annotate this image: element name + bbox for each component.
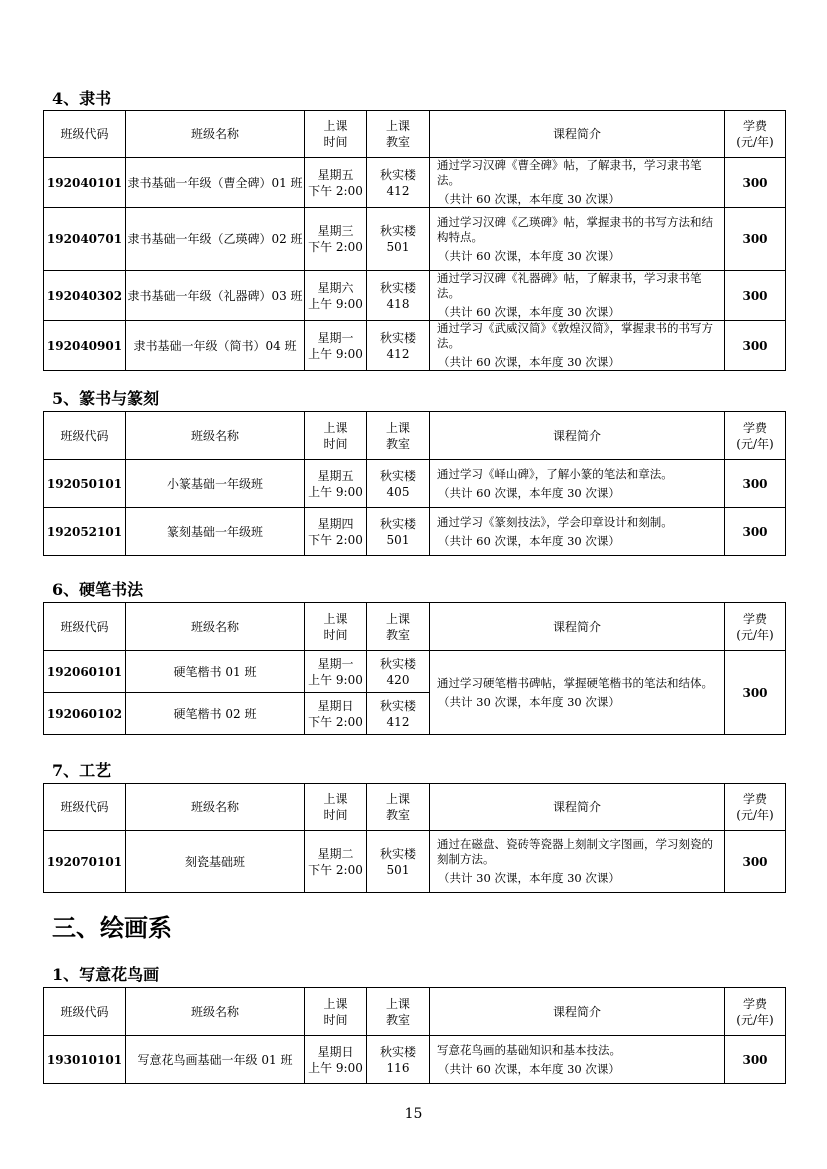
section-title-gongyi: 7、工艺 — [52, 761, 112, 780]
class-code: 192060102 — [44, 693, 126, 735]
class-name: 硬笔楷书 01 班 — [126, 651, 305, 693]
class-time: 星期五 下午 2:00 — [305, 158, 367, 208]
header-time: 上课 时间 — [305, 988, 367, 1036]
class-code: 193010101 — [44, 1036, 126, 1084]
class-desc: 写意花鸟画的基础知识和基本技法。 （共计 60 次课，本年度 30 次课） — [430, 1036, 725, 1084]
class-name: 硬笔楷书 02 班 — [126, 693, 305, 735]
class-time: 星期六 上午 9:00 — [305, 271, 367, 321]
header-room: 上课 教室 — [367, 111, 430, 158]
header-fee: 学费 (元/年) — [725, 603, 786, 651]
table-row — [44, 831, 786, 893]
class-time: 星期日 下午 2:00 — [305, 693, 367, 735]
header-code: 班级代码 — [44, 988, 126, 1036]
table-row — [44, 651, 786, 693]
class-time: 星期五 上午 9:00 — [305, 460, 367, 508]
class-desc: 通过学习硬笔楷书碑帖，掌握硬笔楷书的笔法和结体。 （共计 30 次课，本年度 30 次课） — [430, 651, 725, 735]
class-name: 隶书基础一年级（曹全碑）01 班 — [126, 158, 305, 208]
header-desc: 课程简介 — [430, 603, 725, 651]
class-room: 秋实楼 501 — [367, 831, 430, 893]
header-fee: 学费 (元/年) — [725, 412, 786, 460]
class-desc: 通过学习《武威汉简》《敦煌汉简》，掌握隶书的书写方法。 （共计 60 次课，本年度 30 次课） — [430, 321, 725, 371]
class-code: 192052101 — [44, 508, 126, 556]
class-code: 192040101 — [44, 158, 126, 208]
header-name: 班级名称 — [126, 111, 305, 158]
header-code: 班级代码 — [44, 111, 126, 158]
class-room: 秋实楼 501 — [367, 208, 430, 271]
class-time: 星期一 上午 9:00 — [305, 321, 367, 371]
class-room: 秋实楼 412 — [367, 321, 430, 371]
header-code: 班级代码 — [44, 784, 126, 831]
header-room: 上课 教室 — [367, 784, 430, 831]
class-desc: 通过学习汉碑《曹全碑》帖，了解隶书，学习隶书笔法。 （共计 60 次课，本年度 30 次课） — [430, 158, 725, 208]
class-name: 刻瓷基础班 — [126, 831, 305, 893]
class-fee: 300 — [725, 1036, 786, 1084]
class-time: 星期二 下午 2:00 — [305, 831, 367, 893]
part-heading: 三、绘画系 — [52, 913, 172, 942]
class-fee: 300 — [725, 321, 786, 371]
table-row — [44, 158, 786, 208]
table-row — [44, 271, 786, 321]
header-code: 班级代码 — [44, 603, 126, 651]
class-desc: 通过学习《篆刻技法》，学会印章设计和刻制。 （共计 60 次课，本年度 30 次课） — [430, 508, 725, 556]
header-fee: 学费 (元/年) — [725, 111, 786, 158]
header-desc: 课程简介 — [430, 412, 725, 460]
header-fee: 学费 (元/年) — [725, 784, 786, 831]
table-header-row — [44, 111, 786, 158]
class-room: 秋实楼 116 — [367, 1036, 430, 1084]
class-room: 秋实楼 501 — [367, 508, 430, 556]
table-row — [44, 508, 786, 556]
class-fee: 300 — [725, 158, 786, 208]
class-fee: 300 — [725, 651, 786, 735]
class-room: 秋实楼 405 — [367, 460, 430, 508]
class-fee: 300 — [725, 508, 786, 556]
course-table-yingbi — [43, 602, 786, 735]
page-number: 15 — [404, 1106, 423, 1122]
section-title-yingbi: 6、硬笔书法 — [52, 580, 144, 599]
class-desc: 通过学习汉碑《礼器碑》帖，了解隶书，学习隶书笔法。 （共计 60 次课，本年度 30 次课） — [430, 271, 725, 321]
header-name: 班级名称 — [126, 784, 305, 831]
class-desc: 通过在磁盘、瓷砖等瓷器上刻制文字图画，学习刻瓷的刻制方法。 （共计 30 次课，本年度 30 次课） — [430, 831, 725, 893]
section-title-zhuanshu: 5、篆书与篆刻 — [52, 389, 160, 408]
table-header-row — [44, 784, 786, 831]
header-time: 上课 时间 — [305, 412, 367, 460]
class-name: 篆刻基础一年级班 — [126, 508, 305, 556]
header-time: 上课 时间 — [305, 603, 367, 651]
class-time: 星期四 下午 2:00 — [305, 508, 367, 556]
table-row — [44, 321, 786, 371]
class-name: 隶书基础一年级（简书）04 班 — [126, 321, 305, 371]
class-code: 192040302 — [44, 271, 126, 321]
class-room: 秋实楼 412 — [367, 158, 430, 208]
header-desc: 课程简介 — [430, 784, 725, 831]
header-name: 班级名称 — [126, 603, 305, 651]
class-room: 秋实楼 412 — [367, 693, 430, 735]
class-name: 隶书基础一年级（礼器碑）03 班 — [126, 271, 305, 321]
class-code: 192070101 — [44, 831, 126, 893]
class-fee: 300 — [725, 460, 786, 508]
course-table-lishu — [43, 110, 786, 371]
course-table-gongyi — [43, 783, 786, 893]
class-time: 星期一 上午 9:00 — [305, 651, 367, 693]
class-room: 秋实楼 420 — [367, 651, 430, 693]
table-row — [44, 460, 786, 508]
class-name: 隶书基础一年级（乙瑛碑）02 班 — [126, 208, 305, 271]
class-desc: 通过学习汉碑《乙瑛碑》帖，掌握隶书的书写方法和结构特点。 （共计 60 次课，本年度 30 次课） — [430, 208, 725, 271]
class-code: 192040701 — [44, 208, 126, 271]
header-fee: 学费 (元/年) — [725, 988, 786, 1036]
course-table-zhuanshu — [43, 411, 786, 556]
header-code: 班级代码 — [44, 412, 126, 460]
class-room: 秋实楼 418 — [367, 271, 430, 321]
class-desc: 通过学习《峄山碑》，了解小篆的笔法和章法。 （共计 60 次课，本年度 30 次课） — [430, 460, 725, 508]
header-desc: 课程简介 — [430, 988, 725, 1036]
table-header-row — [44, 603, 786, 651]
header-time: 上课 时间 — [305, 111, 367, 158]
header-name: 班级名称 — [126, 412, 305, 460]
class-time: 星期日 上午 9:00 — [305, 1036, 367, 1084]
header-room: 上课 教室 — [367, 988, 430, 1036]
class-time: 星期三 下午 2:00 — [305, 208, 367, 271]
header-room: 上课 教室 — [367, 603, 430, 651]
table-header-row — [44, 412, 786, 460]
class-name: 写意花鸟画基础一年级 01 班 — [126, 1036, 305, 1084]
class-fee: 300 — [725, 271, 786, 321]
section-title-lishu: 4、隶书 — [52, 89, 112, 108]
course-table-huihua — [43, 987, 786, 1084]
class-code: 192040901 — [44, 321, 126, 371]
class-code: 192050101 — [44, 460, 126, 508]
header-name: 班级名称 — [126, 988, 305, 1036]
class-code: 192060101 — [44, 651, 126, 693]
header-room: 上课 教室 — [367, 412, 430, 460]
class-fee: 300 — [725, 208, 786, 271]
class-name: 小篆基础一年级班 — [126, 460, 305, 508]
header-time: 上课 时间 — [305, 784, 367, 831]
table-row — [44, 1036, 786, 1084]
section-title-huihua: 1、写意花鸟画 — [52, 965, 160, 984]
table-row — [44, 208, 786, 271]
header-desc: 课程简介 — [430, 111, 725, 158]
class-fee: 300 — [725, 831, 786, 893]
table-header-row — [44, 988, 786, 1036]
